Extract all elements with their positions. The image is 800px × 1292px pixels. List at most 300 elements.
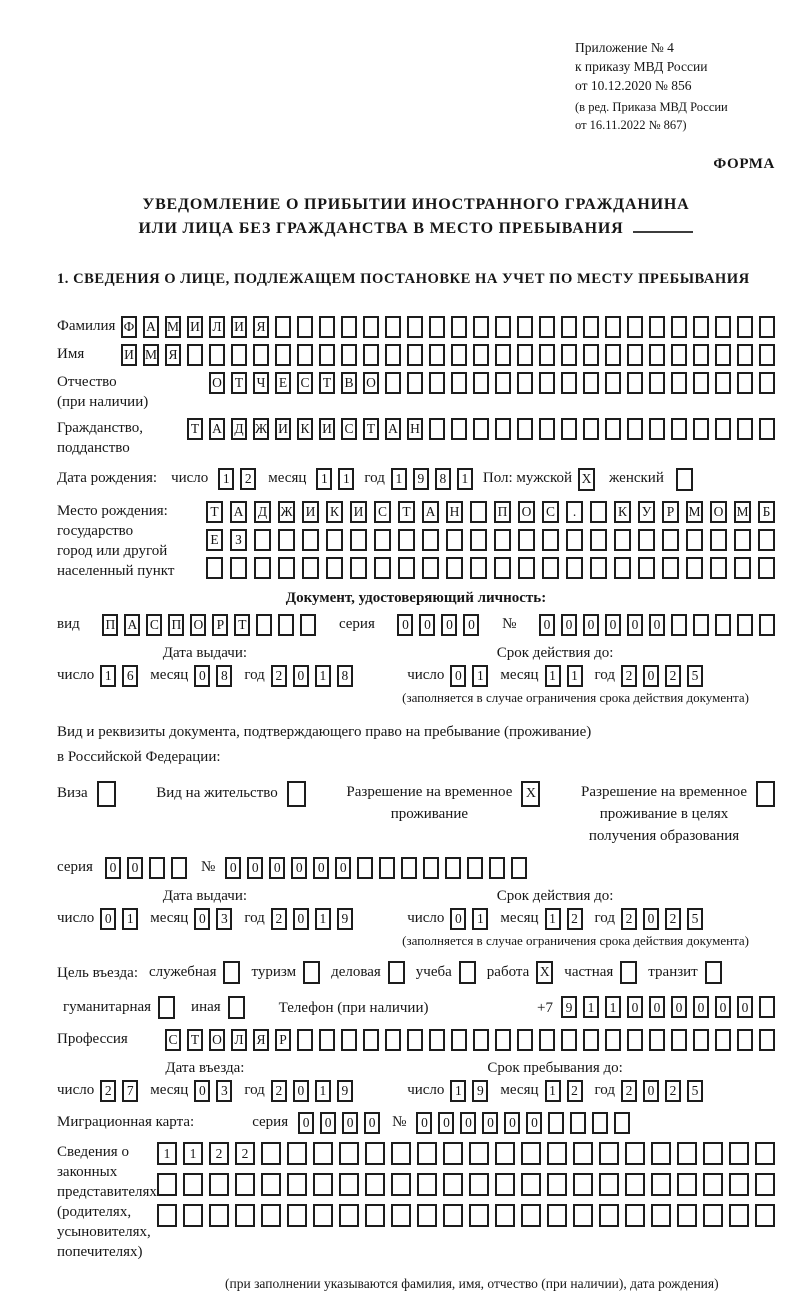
char-cell[interactable] [385, 344, 401, 366]
char-cell[interactable] [583, 316, 599, 338]
char-cell[interactable] [566, 557, 583, 579]
char-cell[interactable]: 0 [291, 857, 307, 879]
char-cell[interactable] [302, 529, 319, 551]
char-cell[interactable] [313, 1173, 333, 1196]
char-cell[interactable] [350, 557, 367, 579]
char-cell[interactable]: 1 [157, 1142, 177, 1165]
char-cell[interactable] [297, 316, 313, 338]
char-cell[interactable] [649, 372, 665, 394]
char-cell[interactable]: 0 [643, 665, 659, 687]
char-cell[interactable]: А [422, 501, 439, 523]
char-cell[interactable] [651, 1173, 671, 1196]
char-cell[interactable]: 2 [665, 908, 681, 930]
char-cell[interactable] [473, 372, 489, 394]
char-cell[interactable] [737, 344, 753, 366]
char-cell[interactable] [451, 1029, 467, 1051]
char-cell[interactable]: 1 [450, 1080, 466, 1102]
char-cell[interactable] [627, 418, 643, 440]
char-cell[interactable] [521, 1142, 541, 1165]
char-cell[interactable] [671, 372, 687, 394]
char-cell[interactable] [561, 372, 577, 394]
char-cell[interactable] [379, 857, 395, 879]
char-cell[interactable]: 0 [416, 1112, 432, 1134]
char-cell[interactable]: 1 [545, 665, 561, 687]
char-cell[interactable]: 0 [715, 996, 731, 1018]
char-cell[interactable] [313, 1204, 333, 1227]
char-cell[interactable] [539, 372, 555, 394]
char-cell[interactable]: Н [407, 418, 423, 440]
char-cell[interactable] [278, 614, 294, 636]
char-cell[interactable] [495, 418, 511, 440]
char-cell[interactable] [649, 1029, 665, 1051]
char-cell[interactable]: 0 [364, 1112, 380, 1134]
char-cell[interactable] [495, 1204, 515, 1227]
purpose-official-checkbox[interactable] [223, 961, 240, 984]
char-cell[interactable] [755, 1173, 775, 1196]
char-cell[interactable] [495, 1173, 515, 1196]
char-cell[interactable] [573, 1173, 593, 1196]
char-cell[interactable]: Ж [278, 501, 295, 523]
char-cell[interactable]: 0 [460, 1112, 476, 1134]
char-cell[interactable]: 0 [293, 1080, 309, 1102]
char-cell[interactable]: 2 [665, 1080, 681, 1102]
char-cell[interactable] [254, 529, 271, 551]
char-cell[interactable]: 2 [240, 468, 256, 490]
char-cell[interactable]: Т [234, 614, 250, 636]
char-cell[interactable] [703, 1204, 723, 1227]
char-cell[interactable]: 2 [100, 1080, 116, 1102]
char-cell[interactable] [521, 1204, 541, 1227]
char-cell[interactable]: 0 [482, 1112, 498, 1134]
char-cell[interactable] [651, 1142, 671, 1165]
char-cell[interactable] [470, 557, 487, 579]
char-cell[interactable] [627, 1029, 643, 1051]
char-cell[interactable]: Р [275, 1029, 291, 1051]
char-cell[interactable]: М [734, 501, 751, 523]
char-cell[interactable]: 0 [561, 614, 577, 636]
char-cell[interactable]: О [363, 372, 379, 394]
char-cell[interactable]: 2 [621, 908, 637, 930]
char-cell[interactable] [614, 1112, 630, 1134]
char-cell[interactable] [473, 1029, 489, 1051]
char-cell[interactable] [398, 529, 415, 551]
char-cell[interactable] [469, 1173, 489, 1196]
char-cell[interactable]: 2 [271, 665, 287, 687]
char-cell[interactable] [566, 529, 583, 551]
char-cell[interactable]: 1 [315, 908, 331, 930]
char-cell[interactable] [703, 1173, 723, 1196]
char-cell[interactable]: И [231, 316, 247, 338]
char-cell[interactable]: 1 [122, 908, 138, 930]
char-cell[interactable] [429, 316, 445, 338]
char-cell[interactable] [256, 614, 272, 636]
char-cell[interactable] [605, 372, 621, 394]
char-cell[interactable] [542, 529, 559, 551]
char-cell[interactable]: Е [275, 372, 291, 394]
char-cell[interactable]: 2 [621, 665, 637, 687]
char-cell[interactable]: 1 [545, 1080, 561, 1102]
char-cell[interactable]: 0 [627, 996, 643, 1018]
char-cell[interactable] [561, 316, 577, 338]
char-cell[interactable] [715, 372, 731, 394]
char-cell[interactable]: О [209, 1029, 225, 1051]
char-cell[interactable] [469, 1142, 489, 1165]
char-cell[interactable] [638, 557, 655, 579]
char-cell[interactable] [235, 1173, 255, 1196]
char-cell[interactable] [391, 1142, 411, 1165]
char-cell[interactable]: 5 [687, 1080, 703, 1102]
char-cell[interactable] [703, 1142, 723, 1165]
purpose-other-checkbox[interactable] [228, 996, 245, 1019]
char-cell[interactable] [287, 1142, 307, 1165]
char-cell[interactable]: 9 [413, 468, 429, 490]
char-cell[interactable] [651, 1204, 671, 1227]
char-cell[interactable]: К [614, 501, 631, 523]
char-cell[interactable] [573, 1204, 593, 1227]
char-cell[interactable] [737, 418, 753, 440]
char-cell[interactable] [429, 1029, 445, 1051]
char-cell[interactable]: У [638, 501, 655, 523]
char-cell[interactable] [275, 344, 291, 366]
char-cell[interactable]: А [143, 316, 159, 338]
char-cell[interactable]: 1 [218, 468, 234, 490]
char-cell[interactable] [547, 1173, 567, 1196]
char-cell[interactable] [737, 1029, 753, 1051]
char-cell[interactable] [261, 1204, 281, 1227]
char-cell[interactable]: 0 [450, 908, 466, 930]
char-cell[interactable] [326, 529, 343, 551]
char-cell[interactable]: Д [231, 418, 247, 440]
char-cell[interactable] [590, 501, 607, 523]
char-cell[interactable] [365, 1142, 385, 1165]
char-cell[interactable] [357, 857, 373, 879]
char-cell[interactable]: 6 [122, 665, 138, 687]
char-cell[interactable] [677, 1204, 697, 1227]
char-cell[interactable] [583, 344, 599, 366]
char-cell[interactable] [422, 557, 439, 579]
char-cell[interactable] [495, 316, 511, 338]
char-cell[interactable] [715, 316, 731, 338]
char-cell[interactable]: 1 [316, 468, 332, 490]
char-cell[interactable] [570, 1112, 586, 1134]
char-cell[interactable] [350, 529, 367, 551]
char-cell[interactable] [737, 614, 753, 636]
char-cell[interactable] [592, 1112, 608, 1134]
char-cell[interactable] [539, 316, 555, 338]
residence-permit-checkbox[interactable] [287, 781, 306, 807]
char-cell[interactable]: 9 [337, 908, 353, 930]
char-cell[interactable] [758, 529, 775, 551]
char-cell[interactable]: 5 [687, 908, 703, 930]
char-cell[interactable] [755, 1142, 775, 1165]
char-cell[interactable]: Р [662, 501, 679, 523]
char-cell[interactable]: 1 [391, 468, 407, 490]
char-cell[interactable] [625, 1204, 645, 1227]
char-cell[interactable]: 2 [621, 1080, 637, 1102]
char-cell[interactable] [517, 316, 533, 338]
char-cell[interactable] [407, 344, 423, 366]
char-cell[interactable]: 0 [504, 1112, 520, 1134]
char-cell[interactable] [231, 344, 247, 366]
char-cell[interactable] [253, 344, 269, 366]
char-cell[interactable]: П [494, 501, 511, 523]
char-cell[interactable] [627, 372, 643, 394]
char-cell[interactable] [710, 557, 727, 579]
char-cell[interactable]: 0 [269, 857, 285, 879]
purpose-humanitarian-checkbox[interactable] [158, 996, 175, 1019]
char-cell[interactable]: 0 [649, 614, 665, 636]
char-cell[interactable] [715, 1029, 731, 1051]
char-cell[interactable]: С [341, 418, 357, 440]
char-cell[interactable] [149, 857, 165, 879]
char-cell[interactable] [374, 557, 391, 579]
char-cell[interactable] [363, 344, 379, 366]
char-cell[interactable] [495, 372, 511, 394]
char-cell[interactable] [715, 418, 731, 440]
char-cell[interactable] [671, 614, 687, 636]
char-cell[interactable]: М [686, 501, 703, 523]
char-cell[interactable] [649, 418, 665, 440]
char-cell[interactable] [443, 1204, 463, 1227]
char-cell[interactable]: Я [253, 316, 269, 338]
char-cell[interactable] [407, 1029, 423, 1051]
char-cell[interactable] [561, 1029, 577, 1051]
char-cell[interactable] [737, 372, 753, 394]
char-cell[interactable] [625, 1173, 645, 1196]
temp-residence-checkbox[interactable]: X [521, 781, 540, 807]
char-cell[interactable] [157, 1204, 177, 1227]
char-cell[interactable] [759, 1029, 775, 1051]
char-cell[interactable] [614, 529, 631, 551]
char-cell[interactable] [287, 1173, 307, 1196]
char-cell[interactable]: 0 [693, 996, 709, 1018]
char-cell[interactable] [385, 1029, 401, 1051]
char-cell[interactable] [759, 316, 775, 338]
char-cell[interactable]: 3 [216, 908, 232, 930]
char-cell[interactable]: 8 [216, 665, 232, 687]
char-cell[interactable] [209, 1204, 229, 1227]
char-cell[interactable] [473, 418, 489, 440]
char-cell[interactable]: 1 [338, 468, 354, 490]
char-cell[interactable]: 0 [320, 1112, 336, 1134]
char-cell[interactable]: 0 [225, 857, 241, 879]
char-cell[interactable] [599, 1173, 619, 1196]
char-cell[interactable]: И [121, 344, 137, 366]
char-cell[interactable] [583, 1029, 599, 1051]
char-cell[interactable]: 0 [450, 665, 466, 687]
char-cell[interactable] [278, 557, 295, 579]
char-cell[interactable] [573, 1142, 593, 1165]
char-cell[interactable]: 0 [463, 614, 479, 636]
char-cell[interactable] [693, 372, 709, 394]
purpose-tourism-checkbox[interactable] [303, 961, 320, 984]
char-cell[interactable] [319, 316, 335, 338]
char-cell[interactable] [627, 316, 643, 338]
char-cell[interactable]: 0 [605, 614, 621, 636]
char-cell[interactable] [547, 1142, 567, 1165]
char-cell[interactable]: 1 [567, 665, 583, 687]
char-cell[interactable] [235, 1204, 255, 1227]
char-cell[interactable] [319, 344, 335, 366]
char-cell[interactable]: В [341, 372, 357, 394]
char-cell[interactable] [693, 344, 709, 366]
char-cell[interactable] [326, 557, 343, 579]
char-cell[interactable] [677, 1142, 697, 1165]
char-cell[interactable] [518, 557, 535, 579]
char-cell[interactable] [429, 344, 445, 366]
char-cell[interactable] [446, 557, 463, 579]
char-cell[interactable] [443, 1142, 463, 1165]
char-cell[interactable] [518, 529, 535, 551]
char-cell[interactable]: И [302, 501, 319, 523]
char-cell[interactable] [261, 1142, 281, 1165]
char-cell[interactable]: 9 [337, 1080, 353, 1102]
char-cell[interactable] [417, 1173, 437, 1196]
char-cell[interactable] [339, 1204, 359, 1227]
char-cell[interactable] [297, 344, 313, 366]
char-cell[interactable] [319, 1029, 335, 1051]
char-cell[interactable]: Л [209, 316, 225, 338]
char-cell[interactable] [339, 1142, 359, 1165]
char-cell[interactable]: 8 [435, 468, 451, 490]
char-cell[interactable] [715, 344, 731, 366]
char-cell[interactable] [443, 1173, 463, 1196]
char-cell[interactable] [671, 1029, 687, 1051]
char-cell[interactable]: 5 [687, 665, 703, 687]
char-cell[interactable] [693, 316, 709, 338]
char-cell[interactable]: П [102, 614, 118, 636]
char-cell[interactable] [302, 557, 319, 579]
char-cell[interactable]: Т [319, 372, 335, 394]
char-cell[interactable]: Ф [121, 316, 137, 338]
char-cell[interactable] [759, 344, 775, 366]
char-cell[interactable]: Р [212, 614, 228, 636]
char-cell[interactable]: 0 [643, 908, 659, 930]
char-cell[interactable] [755, 1204, 775, 1227]
char-cell[interactable]: И [319, 418, 335, 440]
char-cell[interactable] [445, 857, 461, 879]
char-cell[interactable] [171, 857, 187, 879]
char-cell[interactable]: 0 [649, 996, 665, 1018]
female-checkbox[interactable] [676, 468, 693, 491]
char-cell[interactable]: 2 [271, 1080, 287, 1102]
char-cell[interactable]: Л [231, 1029, 247, 1051]
char-cell[interactable]: 2 [235, 1142, 255, 1165]
char-cell[interactable] [183, 1204, 203, 1227]
char-cell[interactable] [605, 418, 621, 440]
char-cell[interactable] [401, 857, 417, 879]
char-cell[interactable]: 0 [643, 1080, 659, 1102]
char-cell[interactable]: 1 [100, 665, 116, 687]
char-cell[interactable] [539, 344, 555, 366]
char-cell[interactable]: 0 [313, 857, 329, 879]
char-cell[interactable] [715, 614, 731, 636]
char-cell[interactable]: 2 [567, 908, 583, 930]
char-cell[interactable] [187, 344, 203, 366]
char-cell[interactable] [429, 372, 445, 394]
char-cell[interactable] [230, 557, 247, 579]
char-cell[interactable] [677, 1173, 697, 1196]
char-cell[interactable]: Е [206, 529, 223, 551]
char-cell[interactable]: А [230, 501, 247, 523]
char-cell[interactable] [417, 1142, 437, 1165]
char-cell[interactable] [583, 372, 599, 394]
char-cell[interactable]: 7 [122, 1080, 138, 1102]
char-cell[interactable] [590, 529, 607, 551]
char-cell[interactable]: С [297, 372, 313, 394]
char-cell[interactable]: Т [187, 418, 203, 440]
char-cell[interactable]: Ж [253, 418, 269, 440]
char-cell[interactable] [605, 316, 621, 338]
char-cell[interactable]: Т [187, 1029, 203, 1051]
purpose-private-checkbox[interactable] [620, 961, 637, 984]
char-cell[interactable] [693, 614, 709, 636]
char-cell[interactable] [542, 557, 559, 579]
char-cell[interactable]: Ч [253, 372, 269, 394]
char-cell[interactable] [341, 1029, 357, 1051]
char-cell[interactable]: 0 [737, 996, 753, 1018]
char-cell[interactable] [183, 1173, 203, 1196]
char-cell[interactable] [470, 529, 487, 551]
char-cell[interactable]: 0 [247, 857, 263, 879]
char-cell[interactable] [422, 529, 439, 551]
char-cell[interactable] [583, 418, 599, 440]
char-cell[interactable]: О [518, 501, 535, 523]
char-cell[interactable] [494, 557, 511, 579]
char-cell[interactable]: 0 [397, 614, 413, 636]
char-cell[interactable] [517, 418, 533, 440]
char-cell[interactable]: Я [253, 1029, 269, 1051]
char-cell[interactable] [385, 372, 401, 394]
char-cell[interactable] [494, 529, 511, 551]
char-cell[interactable]: 8 [337, 665, 353, 687]
char-cell[interactable]: 0 [539, 614, 555, 636]
char-cell[interactable] [758, 557, 775, 579]
char-cell[interactable] [363, 316, 379, 338]
char-cell[interactable] [599, 1204, 619, 1227]
char-cell[interactable] [517, 344, 533, 366]
char-cell[interactable] [206, 557, 223, 579]
purpose-business-checkbox[interactable] [388, 961, 405, 984]
char-cell[interactable]: 0 [293, 665, 309, 687]
char-cell[interactable] [729, 1204, 749, 1227]
male-checkbox[interactable]: X [578, 468, 595, 491]
char-cell[interactable] [605, 1029, 621, 1051]
char-cell[interactable] [710, 529, 727, 551]
char-cell[interactable] [547, 1204, 567, 1227]
char-cell[interactable] [590, 557, 607, 579]
char-cell[interactable] [759, 614, 775, 636]
char-cell[interactable]: 1 [583, 996, 599, 1018]
char-cell[interactable]: 0 [671, 996, 687, 1018]
char-cell[interactable] [638, 529, 655, 551]
char-cell[interactable] [686, 557, 703, 579]
char-cell[interactable] [313, 1142, 333, 1165]
char-cell[interactable]: 0 [194, 1080, 210, 1102]
char-cell[interactable]: 2 [665, 665, 681, 687]
char-cell[interactable]: 0 [441, 614, 457, 636]
char-cell[interactable]: С [146, 614, 162, 636]
char-cell[interactable] [363, 1029, 379, 1051]
char-cell[interactable] [374, 529, 391, 551]
char-cell[interactable]: И [187, 316, 203, 338]
char-cell[interactable] [467, 857, 483, 879]
char-cell[interactable] [489, 857, 505, 879]
char-cell[interactable]: Т [231, 372, 247, 394]
char-cell[interactable] [561, 418, 577, 440]
char-cell[interactable]: Н [446, 501, 463, 523]
char-cell[interactable] [341, 344, 357, 366]
